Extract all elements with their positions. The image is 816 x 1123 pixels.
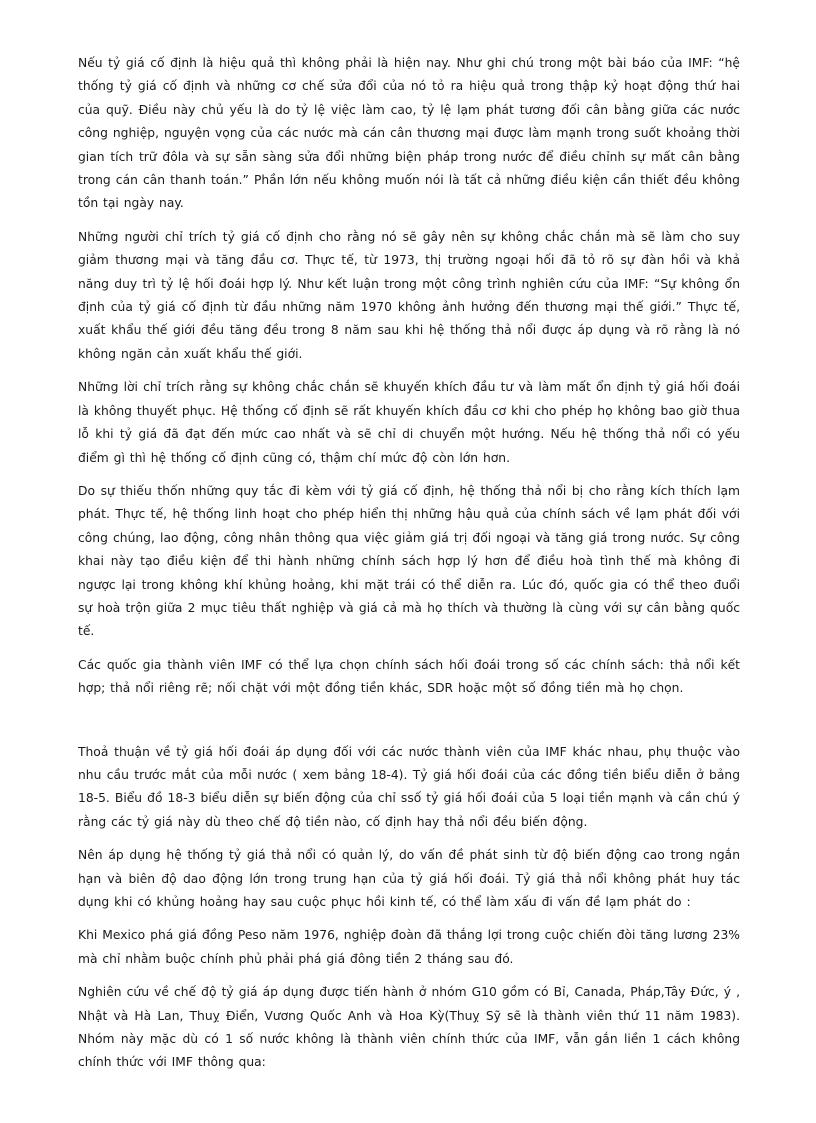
paragraph-fixed-rate-critics: Những người chỉ trích tỷ giá cố định cho rằng nó sẽ gây nên sự không chắc chắn mà sẽ làm cho suy giảm thương mại và tăng đầu cơ. Thực tế, từ 1973, thị trường ngoại hối đã tỏ rõ sự đàn hồi và khả năng duy trì tỷ lệ hối đoái hợp lý. Như kết luận trong một công trình nghiên cứu của IMF: “Sự không ổn định của tỷ giá cố định từ đầu những năm 1970 không ảnh hưởng đến thương mại thế giới.” Thực tế, xuất khẩu thế giới đều tăng đều trong 8 năm sau khi hệ thống thả nổi được áp dụng và rõ rằng là nó không ngăn cản xuất khẩu thế giới.: [78, 229, 740, 361]
paragraph-imf-member-choices: Các quốc gia thành viên IMF có thể lựa chọn chính sách hối đoái trong số các chính sách: thả nổi kết hợp; thả nổi riêng rẽ; nối chặt với một đồng tiền khác, SDR hoặc một số đồng tiền mà họ chọn.: [78, 657, 740, 696]
paragraph-inflation-critique: Do sự thiếu thốn những quy tắc đi kèm với tỷ giá cố định, hệ thống thả nổi bị cho rằng kích thích lạm phát. Thực tế, hệ thống linh hoạt cho phép hiển thị những hậu quả của chính sách về lạm phát đối với công chúng, lao động, công nhân thông qua việc giảm giá trị đối ngoại và tăng giá trong nước. Sự công khai này tạo điều kiện để thi hành những chính sách hợp lý hơn để điều hoà tình thế mà không đi ngược lại trong không khí khủng hoảng, khi mặt trái có thể diễn ra. Lúc đó, quốc gia có thể theo đuổi sự hoà trộn giữa 2 mục tiêu thất nghiệp và giá cả mà họ thích và thường là cùng với sự cân bằng quốc tế.: [78, 483, 740, 639]
section-gap: [78, 711, 740, 741]
paragraph-exchange-agreements: Thoả thuận về tỷ giá hối đoái áp dụng đối với các nước thành viên của IMF khác nhau, phụ thuộc vào nhu cầu trước mắt của mỗi nước ( xem bảng 18-4). Tỷ giá hối đoái của các đồng tiền biểu diễn ở bảng 18-5. Biểu đồ 18-3 biểu diễn sự biến động của chỉ ssố tỷ giá hối đoái của 5 loại tiền mạnh và cần chú ý rằng các tỷ giá này dù theo chế độ tiền nào, cố định hay thả nổi đều biến động.: [78, 744, 740, 829]
paragraph-managed-float: Nên áp dụng hệ thống tỷ giá thả nổi có quản lý, do vấn đề phát sinh từ độ biến động cao trong ngắn hạn và biên độ dao động lớn trong trung hạn của tỷ giá hối đoái. Tỷ giá thả nổi không phát huy tác dụng khi có khủng hoảng hay sau cuộc phục hồi kinh tế, có thể làm xấu đi vấn đề lạm phát do :: [78, 848, 740, 909]
paragraph-mexico-peso: Khi Mexico phá giá đồng Peso năm 1976, nghiệp đoàn đã thắng lợi trong cuộc chiến đòi tăng lương 23% mà chỉ nhằm buộc chính phủ phải phá giá đông tiền 2 tháng sau đó.: [78, 928, 740, 966]
paragraph-speculation-critique: Những lời chỉ trích rằng sự không chắc chắn sẽ khuyến khích đầu tư và làm mất ổn định tỷ giá hối đoái là không thuyết phục. Hệ thống cố định sẽ rất khuyến khích đầu cơ khi cho phép họ không bao giờ thua lỗ khi tỷ giá đã đạt đến mức cao nhất và sẽ chỉ di chuyển một hướng. Nếu hệ thống thả nổi có yếu điểm gì thì hệ thống cố định cũng có, thậm chí mức độ còn lớn hơn.: [78, 380, 740, 465]
document-page: [78, 52, 740, 1085]
paragraph-g10-study: Nghiên cứu về chế độ tỷ giá áp dụng được tiến hành ở nhóm G10 gồm có Bỉ, Canada, Pháp,Tây Đức, ý , Nhật và Hà Lan, Thuỵ Điển, Vương Quốc Anh và Hoa Kỳ(Thuỵ Sỹ sẽ là thành viên thứ 11 năm 1983). Nhóm này mặc dù có 1 số nước không là thành viên chính thức của IMF, vẫn gắn liền 1 cách không chính thức với IMF thông qua:: [78, 985, 740, 1070]
paragraph-fixed-rate-effectiveness: Nếu tỷ giá cố định là hiệu quả thì không phải là hiện nay. Như ghi chú trong một bài báo của IMF: “hệ thống tỷ giá cố định và những cơ chế sửa đổi của nó tỏ ra hiệu quả trong thập kỷ hoạt động thứ hai của quỹ. Điều này chủ yếu là do tỷ lệ việc làm cao, tỷ lệ lạm phát tương đối cân bằng giữa các nước công nghiệp, nguyện vọng của các nước mà cán cân thương mại được làm mạnh trong suốt khoảng thời gian tích trữ đôla và sự sẵn sàng sửa đổi những biện pháp trong nước để điều chỉnh sự mất cân bằng trong cán cân thanh toán.” Phần lớn nếu không muốn nói là tất cả những điều kiện cần thiết đều không tồn tại ngày nay.: [78, 56, 740, 211]
